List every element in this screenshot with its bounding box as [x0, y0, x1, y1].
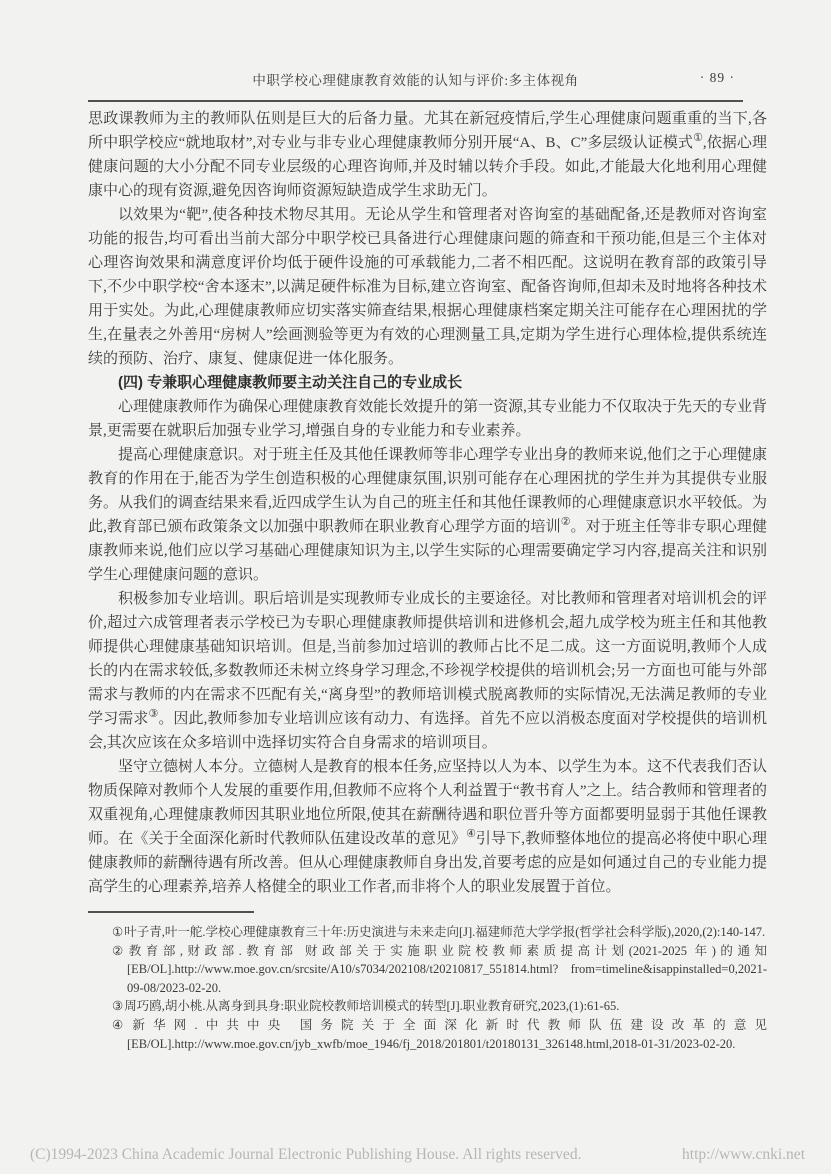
article-body	[88, 107, 767, 899]
header-rule	[88, 100, 743, 102]
body-paragraph: 提高心理健康意识。对于班主任及其他任课教师等非心理学专业出身的教师来说,他们之于心理健康教育的作用在于,能否为学生创造积极的心理健康氛围,识别可能存在心理困扰的学生并为其提供专业服务。从我们的调查结果来看,近四成学生认为自己的班主任和其他任课教师的心理健康意识水平较低。为此,教育部已颁布政策条文以加强中职教师在职业教育心理学方面的培训②。对于班主任等非专职心理健康教师来说,他们应以学习基础心理健康知识为主,以学生实际的心理需要确定学习内容,提高关注和识别学生心理健康问题的意识。	[88, 447, 767, 583]
footnote-marker: ④	[112, 1017, 132, 1032]
footnote-text: 周巧鸥,胡小桃.从离身到具身:职业院校教师培训模式的转型[J].职业教育研究,2023,(1):61-65.	[124, 999, 620, 1014]
running-header	[88, 69, 743, 91]
body-paragraph: 积极参加专业培训。职后培训是实现教师专业成长的主要途径。对比教师和管理者对培训机会的评价,超过六成管理者表示学校已为专职心理健康教师提供培训和进修机会,超九成学校为班主任和其他教师提供心理健康基础知识培训。但是,当前参加过培训的教师占比不足二成。这一方面说明,教师个人成长的内在需求较低,多数教师还未树立终身学习理念,不珍视学校提供的培训机会;另一方面也可能与外部需求与教师的内在需求不匹配有关,“离身型”的教师培训模式脱离教师的实际情况,无法满足教师的专业学习需求③。因此,教师参加专业培训应该有动力、有选择。首先不应以消极态度面对学校提供的培训机会,其次应该在众多培训中选择切实符合自身需求的培训项目。	[88, 591, 767, 751]
page-number: · 89 ·	[699, 70, 735, 85]
footnote-item	[112, 997, 767, 1016]
footnote-reference: ②	[560, 516, 571, 528]
footnote-text: 教育部,财政部.教育部 财政部关于实施职业院校教师素质提高计划(2021-2025 年)的通知[EB/OL].http://www.moe.gov.cn/srcsite/A10/s7034/202108/t20210817_551814.html? from=timeline&isappinstalled=0,2021-09-08/2023-02-20.	[127, 943, 767, 995]
running-title: 中职学校心理健康教育效能的认知与评价:多主体视角	[252, 73, 579, 88]
footnote-marker: ①	[112, 925, 124, 939]
cnki-url: http://www.cnki.net	[682, 1146, 805, 1163]
body-paragraph: 坚守立德树人本分。立德树人是教育的根本任务,应坚持以人为本、以学生为本。这不代表我们否认物质保障对教师个人发展的重要作用,但教师不应将个人利益置于“教书育人”之上。结合教师和管理者的双重视角,心理健康教师因其职业地位所限,使其在薪酬待遇和职位晋升等方面都要明显弱于其他任课教师。在《关于全面深化新时代教师队伍建设改革的意见》④引导下,教师整体地位的提高必将使中职心理健康教师的薪酬待遇有所改善。但从心理健康教师自身出发,首要考虑的应是如何通过自己的专业能力提高学生的心理素养,培养人格健全的职业工作者,而非将个人的职业发展置于首位。	[88, 759, 767, 895]
footnotes	[112, 923, 767, 1053]
footnote-text: 叶子青,叶一舵.学校心理健康教育三十年:历史演进与未来走向[J].福建师范大学学报(哲学社会科学版),2020,(2):140-147.	[124, 925, 766, 939]
footnote-text: 新华网.中共中央 国务院关于全面深化新时代教师队伍建设改革的意见[EB/OL].http://www.moe.gov.cn/jyb_xwfb/moe_1946/fj_2018/201801/t20180131_326148.html,2018-01-31/2023-02-20.	[127, 1017, 767, 1051]
footnote-reference: ④	[466, 828, 476, 840]
footnote-reference: ①	[693, 132, 703, 144]
page-footer	[0, 1146, 831, 1164]
body-paragraph: 思政课教师为主的教师队伍则是巨大的后备力量。尤其在新冠疫情后,学生心理健康问题重重的当下,各所中职学校应“就地取材”,对专业与非专业心理健康教师分别开展“A、B、C”多层级认证模式①,依据心理健康问题的大小分配不同专业层级的心理咨询师,并及时辅以转介手段。如此,才能最大化地利用心理健康中心的现有资源,避免因咨询师资源短缺造成学生求助无门。	[88, 111, 767, 199]
footnote-separator	[88, 911, 254, 913]
body-paragraph: 心理健康教师作为确保心理健康教育效能长效提升的第一资源,其专业能力不仅取决于先天的专业背景,更需要在就职后加强专业学习,增强自身的专业能力和专业素养。	[88, 399, 767, 439]
body-paragraph: 以效果为“靶”,使各种技术物尽其用。无论从学生和管理者对咨询室的基础配备,还是教师对咨询室功能的报告,均可看出当前大部分中职学校已具备进行心理健康问题的筛查和干预功能,但是三个主体对心理咨询效果和满意度评价均低于硬件设施的可承载能力,二者不相匹配。这说明在教育部的政策引导下,不少中职学校“舍本逐末”,以满足硬件标准为目标,建立咨询室、配备咨询师,但却未及时地将各种技术用于实处。为此,心理健康教师应切实落实筛查结果,根据心理健康档案定期关注可能存在心理困扰的学生,在量表之外善用“房树人”绘画测验等更为有效的心理测量工具,定期为学生进行心理体检,提供系统连续的预防、治疗、康复、健康促进一体化服务。	[88, 207, 767, 367]
footnote-item	[112, 942, 767, 998]
footnote-marker: ②	[112, 943, 128, 958]
footnote-marker: ③	[112, 999, 124, 1014]
footnote-reference: ③	[148, 708, 159, 720]
footnote-item	[112, 1016, 767, 1053]
copyright-text: (C)1994-2023 China Academic Journal Electronic Publishing House. All rights reserved.	[30, 1146, 582, 1163]
section-heading: (四) 专兼职心理健康教师要主动关注自己的专业成长	[118, 374, 463, 391]
footnote-item	[112, 923, 767, 942]
